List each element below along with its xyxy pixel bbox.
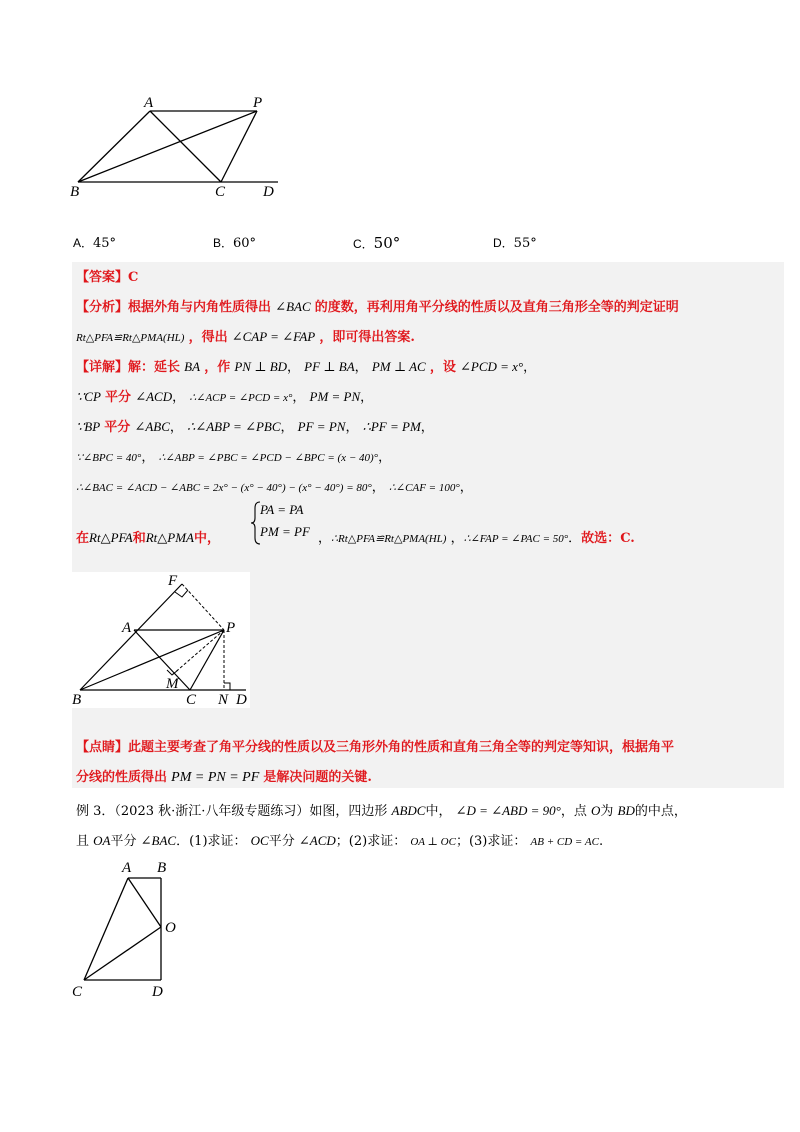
label-P: P — [253, 95, 263, 111]
detail-line-2: ∵CP 平分 ∠ACD， ∴∠ACP = ∠PCD = x°， PM = PN， — [76, 389, 374, 405]
label-A2: A — [122, 620, 132, 636]
detail-line-3: ∵BP 平分 ∠ABC， ∴∠ABP = ∠PBC， PF = PN， ∴PF = PM， — [76, 419, 434, 435]
label-B2: B — [72, 692, 82, 708]
detail-line-6: 在Rt△PFA和Rt△PMA中， — [76, 530, 221, 546]
detail-line-5: ∴∠BAC = ∠ACD − ∠ABC = 2x° − (x° − 40°) − (x° − 40°) = 80°， ∴∠CAF = 100°， — [76, 480, 473, 495]
system-eq-1: PA = PA — [260, 502, 304, 517]
label-D3: D — [152, 984, 163, 1000]
figure-quadrilateral — [66, 852, 190, 1002]
example3-line-2: 且 OA平分 ∠BAC．(1)求证： OC平分 ∠ACD；(2)求证： OA ⊥ OC；(3)求证： AB + CD = AC. — [76, 833, 604, 849]
option-a: A．45° — [73, 236, 117, 251]
answer-options — [73, 234, 713, 254]
figure-solution — [72, 572, 250, 708]
label-C2: C — [186, 692, 197, 708]
label-B: B — [70, 184, 80, 200]
label-B3: B — [157, 860, 167, 876]
figure-parallelogram — [66, 92, 288, 202]
system-eq-2: PM = PF — [260, 524, 310, 539]
example3-line-1: 例 3．（2023 秋·浙江·八年级专题练习）如图，四边形 ABDC中， ∠D = ∠ABD = 90°，点 O为 BD的中点， — [76, 803, 687, 819]
label-O: O — [165, 920, 176, 936]
answer-line: 【答案】C — [76, 270, 139, 285]
option-c: C．50° — [353, 234, 401, 252]
label-C: C — [215, 184, 226, 200]
label-M: M — [166, 676, 179, 692]
detail-line-1: 【详解】解：延长 BA ，作 PN ⊥ BD， PF ⊥ BA， PM ⊥ AC ，设 ∠PCD = x°， — [76, 359, 537, 375]
label-N: N — [218, 692, 229, 708]
label-A: A — [144, 95, 154, 111]
label-C3: C — [72, 984, 83, 1000]
label-A3: A — [122, 860, 132, 876]
label-D2: D — [236, 692, 247, 708]
analysis-line-1: 【分析】根据外角与内角性质得出 ∠BAC 的度数，再利用角平分线的性质以及直角三角形全等的判定证明 — [76, 299, 679, 315]
label-P2: P — [226, 620, 236, 636]
detail-line-4: ∵∠BPC = 40°， ∴∠ABP = ∠PBC = ∠PCD − ∠BPC = (x − 40)°， — [76, 450, 392, 465]
equation-system — [250, 500, 310, 546]
option-b: B．60° — [213, 236, 257, 251]
detail-line-6-cont: ，∴Rt△PFA≌Rt△PMA(HL) ，∴∠FAP = ∠PAC = 50°．故选：C. — [318, 531, 635, 546]
analysis-line-2: Rt△PFA≌Rt△PMA(HL) ，得出 ∠CAP = ∠FAP ，即可得出答案. — [76, 329, 415, 345]
comment-line-2: 分线的性质得出 PM = PN = PF 是解决问题的关键. — [76, 770, 372, 785]
label-D: D — [263, 184, 274, 200]
label-F: F — [168, 573, 178, 589]
option-d: D．55° — [493, 236, 537, 251]
comment-line-1: 【点睛】此题主要考查了角平分线的性质以及三角形外角的性质和直角三角全等的判定等知识，根据角平 — [76, 740, 675, 755]
